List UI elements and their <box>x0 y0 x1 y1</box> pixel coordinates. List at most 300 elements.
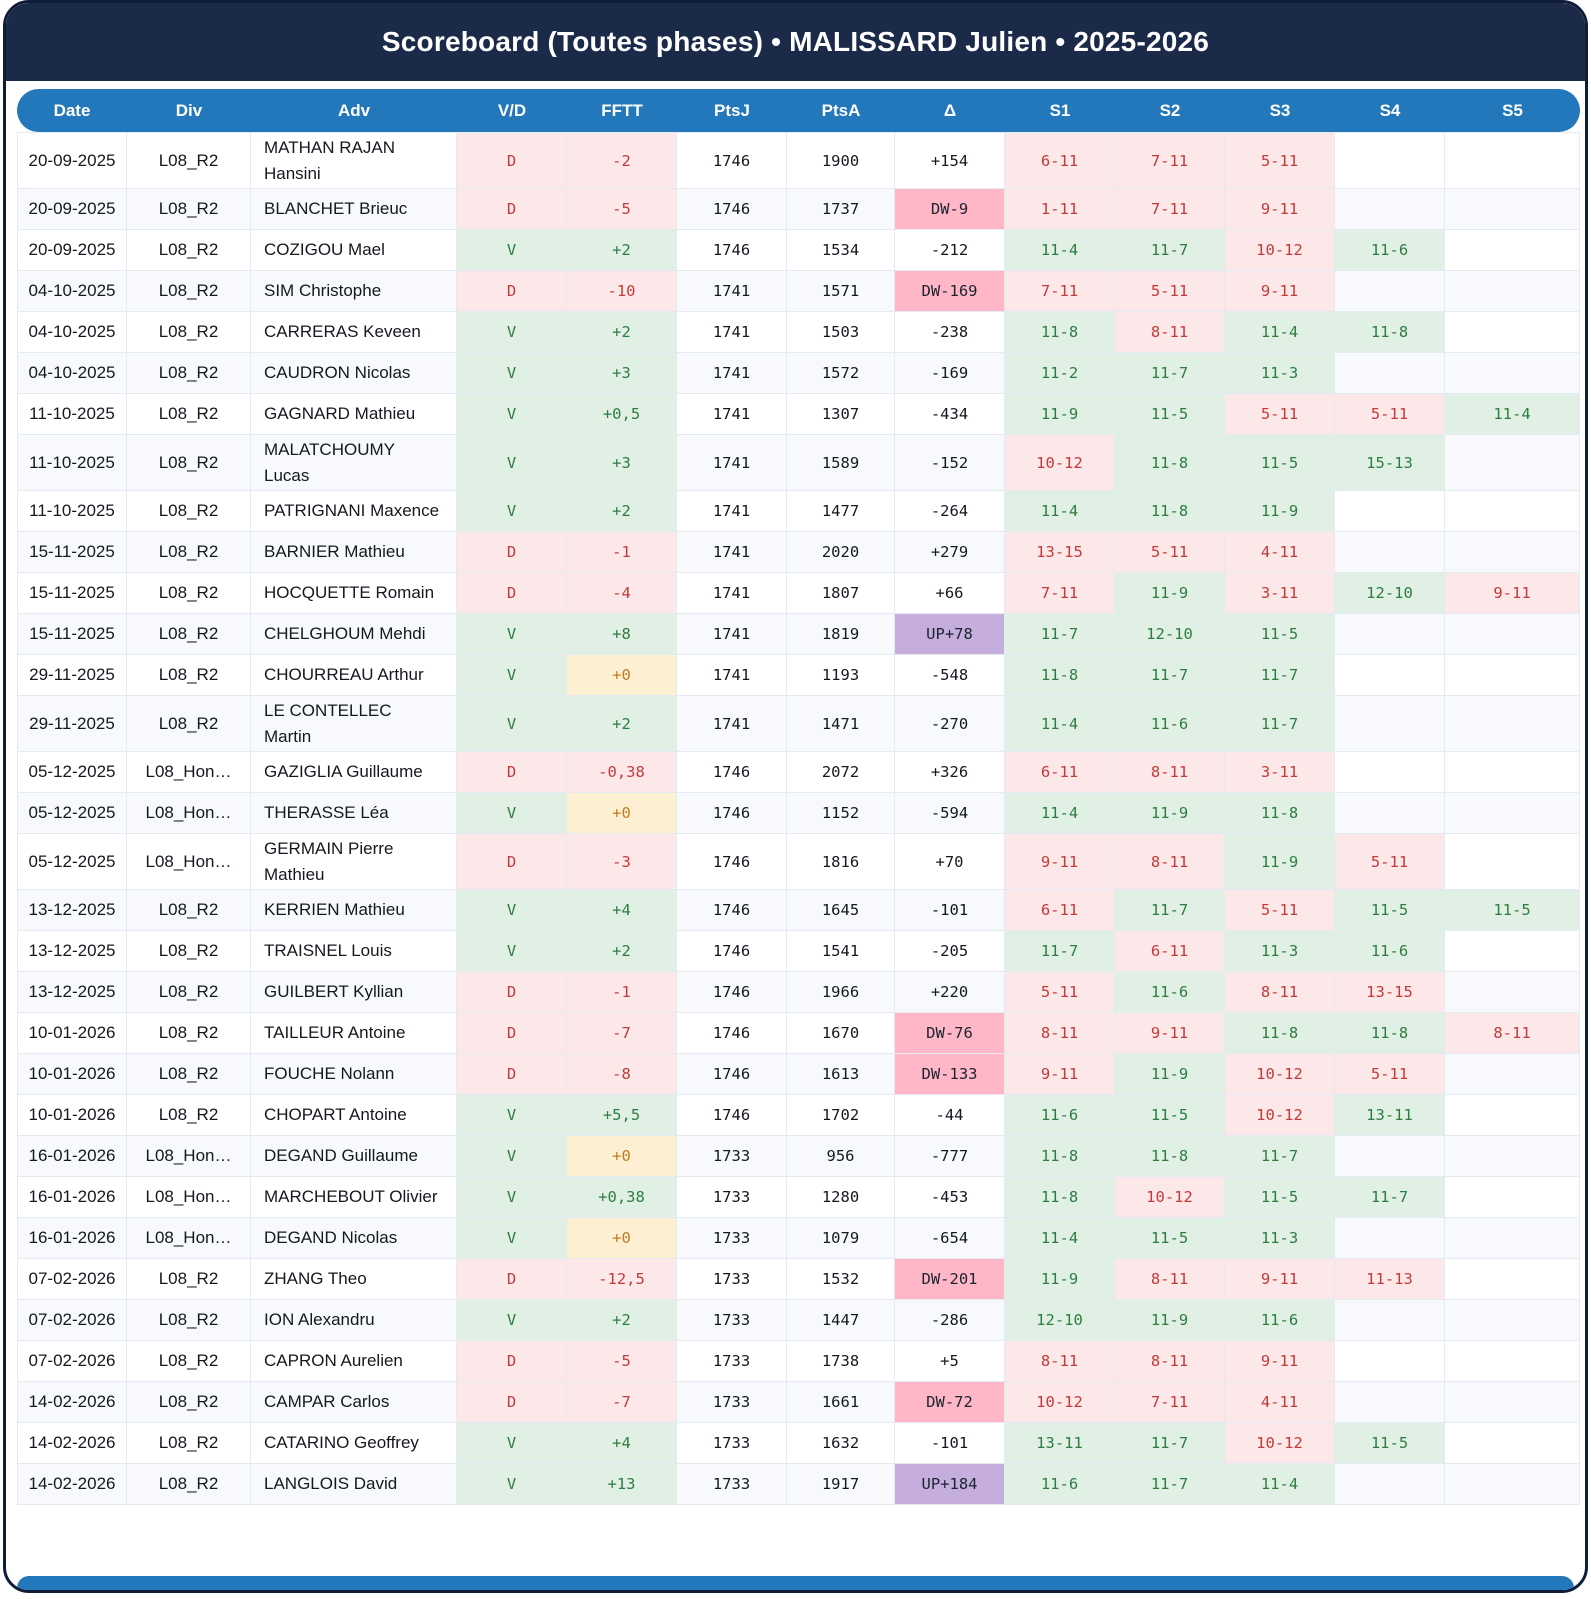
set-4-cell <box>1335 271 1445 312</box>
fftt-points-cell: -4 <box>567 573 677 614</box>
set-3-cell: 11-8 <box>1225 793 1335 834</box>
adversary-cell: TRAISNEL Louis <box>251 931 457 972</box>
player-points-cell: 1741 <box>677 532 787 573</box>
set-4-cell <box>1335 353 1445 394</box>
set-5-cell <box>1445 1218 1580 1259</box>
fftt-points-cell: -7 <box>567 1013 677 1054</box>
table-row <box>17 491 1580 532</box>
result-cell: V <box>457 312 567 353</box>
adversary-points-cell: 1503 <box>787 312 895 353</box>
set-5-cell <box>1445 972 1580 1013</box>
adversary-cell: FOUCHE Nolann <box>251 1054 457 1095</box>
column-header-delta: Δ <box>895 89 1005 132</box>
column-header-s2: S2 <box>1115 89 1225 132</box>
player-points-cell: 1741 <box>677 614 787 655</box>
set-1-cell: 11-4 <box>1005 230 1115 271</box>
result-cell: D <box>457 532 567 573</box>
fftt-points-cell: +0 <box>567 1218 677 1259</box>
adversary-points-cell: 1966 <box>787 972 895 1013</box>
adversary-points-cell: 1589 <box>787 435 895 491</box>
fftt-points-cell: +2 <box>567 931 677 972</box>
adversary-points-cell: 2072 <box>787 752 895 793</box>
set-2-cell: 11-9 <box>1115 1300 1225 1341</box>
result-cell: V <box>457 230 567 271</box>
date-cell: 20-09-2025 <box>17 230 127 271</box>
division-cell: L08_R2 <box>127 1013 251 1054</box>
date-cell: 10-01-2026 <box>17 1013 127 1054</box>
result-cell: D <box>457 1259 567 1300</box>
delta-cell: +66 <box>895 573 1005 614</box>
adversary-points-cell: 1807 <box>787 573 895 614</box>
set-1-cell: 10-12 <box>1005 1382 1115 1423</box>
set-3-cell: 10-12 <box>1225 1095 1335 1136</box>
set-2-cell: 10-12 <box>1115 1177 1225 1218</box>
delta-cell: -101 <box>895 1423 1005 1464</box>
column-header-ptsa: PtsA <box>787 89 895 132</box>
delta-cell: -453 <box>895 1177 1005 1218</box>
set-2-cell: 11-7 <box>1115 1423 1225 1464</box>
player-points-cell: 1746 <box>677 931 787 972</box>
table-footer-bar <box>17 1576 1574 1590</box>
set-4-cell <box>1335 1341 1445 1382</box>
fftt-points-cell: +0 <box>567 793 677 834</box>
set-1-cell: 11-4 <box>1005 793 1115 834</box>
set-5-cell <box>1445 1177 1580 1218</box>
adversary-points-cell: 1917 <box>787 1464 895 1505</box>
adversary-points-cell: 1471 <box>787 696 895 752</box>
result-cell: D <box>457 1054 567 1095</box>
fftt-points-cell: +2 <box>567 312 677 353</box>
table-header <box>17 89 1580 132</box>
set-2-cell: 8-11 <box>1115 1341 1225 1382</box>
result-cell: V <box>457 1095 567 1136</box>
set-1-cell: 13-11 <box>1005 1423 1115 1464</box>
adversary-points-cell: 1702 <box>787 1095 895 1136</box>
set-2-cell: 11-6 <box>1115 696 1225 752</box>
set-1-cell: 7-11 <box>1005 573 1115 614</box>
delta-cell: -44 <box>895 1095 1005 1136</box>
set-4-cell <box>1335 532 1445 573</box>
set-3-cell: 5-11 <box>1225 890 1335 931</box>
player-points-cell: 1746 <box>677 752 787 793</box>
set-4-cell <box>1335 189 1445 230</box>
set-4-cell: 5-11 <box>1335 834 1445 890</box>
player-points-cell: 1741 <box>677 696 787 752</box>
set-1-cell: 11-6 <box>1005 1095 1115 1136</box>
set-4-cell: 15-13 <box>1335 435 1445 491</box>
set-3-cell: 11-7 <box>1225 655 1335 696</box>
player-points-cell: 1741 <box>677 312 787 353</box>
division-cell: L08_R2 <box>127 655 251 696</box>
set-1-cell: 11-4 <box>1005 1218 1115 1259</box>
set-4-cell <box>1335 1464 1445 1505</box>
result-cell: V <box>457 1218 567 1259</box>
division-cell: L08_R2 <box>127 491 251 532</box>
fftt-points-cell: -2 <box>567 132 677 189</box>
delta-cell: -434 <box>895 394 1005 435</box>
delta-cell: -548 <box>895 655 1005 696</box>
adversary-cell: GERMAIN Pierre Mathieu <box>251 834 457 890</box>
set-4-cell: 11-7 <box>1335 1177 1445 1218</box>
adversary-cell: CHOURREAU Arthur <box>251 655 457 696</box>
set-2-cell: 7-11 <box>1115 1382 1225 1423</box>
division-cell: L08_R2 <box>127 1423 251 1464</box>
date-cell: 13-12-2025 <box>17 931 127 972</box>
set-5-cell <box>1445 793 1580 834</box>
adversary-points-cell: 1670 <box>787 1013 895 1054</box>
delta-cell: +154 <box>895 132 1005 189</box>
division-cell: L08_R2 <box>127 1382 251 1423</box>
set-2-cell: 11-9 <box>1115 793 1225 834</box>
set-5-cell <box>1445 271 1580 312</box>
table-row <box>17 532 1580 573</box>
set-4-cell: 11-8 <box>1335 312 1445 353</box>
player-points-cell: 1746 <box>677 834 787 890</box>
set-5-cell: 8-11 <box>1445 1013 1580 1054</box>
delta-cell: +326 <box>895 752 1005 793</box>
date-cell: 04-10-2025 <box>17 312 127 353</box>
player-points-cell: 1741 <box>677 573 787 614</box>
set-5-cell <box>1445 532 1580 573</box>
set-4-cell: 11-5 <box>1335 890 1445 931</box>
set-5-cell <box>1445 1136 1580 1177</box>
set-2-cell: 11-8 <box>1115 1136 1225 1177</box>
set-5-cell <box>1445 353 1580 394</box>
set-1-cell: 6-11 <box>1005 752 1115 793</box>
adversary-points-cell: 1738 <box>787 1341 895 1382</box>
table-row <box>17 752 1580 793</box>
column-header-s3: S3 <box>1225 89 1335 132</box>
adversary-cell: GUILBERT Kyllian <box>251 972 457 1013</box>
set-1-cell: 11-8 <box>1005 1177 1115 1218</box>
delta-cell: +279 <box>895 532 1005 573</box>
delta-cell: -594 <box>895 793 1005 834</box>
adversary-points-cell: 1661 <box>787 1382 895 1423</box>
set-4-cell <box>1335 132 1445 189</box>
column-header-adv: Adv <box>251 89 457 132</box>
set-3-cell: 11-4 <box>1225 312 1335 353</box>
adversary-cell: HOCQUETTE Romain <box>251 573 457 614</box>
delta-cell: DW-76 <box>895 1013 1005 1054</box>
player-points-cell: 1746 <box>677 972 787 1013</box>
table-row <box>17 1259 1580 1300</box>
division-cell: L08_Hon… <box>127 834 251 890</box>
adversary-points-cell: 1280 <box>787 1177 895 1218</box>
set-3-cell: 11-4 <box>1225 1464 1335 1505</box>
result-cell: D <box>457 573 567 614</box>
division-cell: L08_Hon… <box>127 1218 251 1259</box>
adversary-cell: COZIGOU Mael <box>251 230 457 271</box>
date-cell: 07-02-2026 <box>17 1259 127 1300</box>
set-2-cell: 11-6 <box>1115 972 1225 1013</box>
division-cell: L08_R2 <box>127 1341 251 1382</box>
division-cell: L08_R2 <box>127 230 251 271</box>
set-5-cell <box>1445 435 1580 491</box>
adversary-points-cell: 1816 <box>787 834 895 890</box>
set-3-cell: 10-12 <box>1225 1054 1335 1095</box>
player-points-cell: 1746 <box>677 189 787 230</box>
delta-cell: +70 <box>895 834 1005 890</box>
division-cell: L08_R2 <box>127 1300 251 1341</box>
date-cell: 16-01-2026 <box>17 1218 127 1259</box>
set-3-cell: 4-11 <box>1225 532 1335 573</box>
column-header-s5: S5 <box>1445 89 1580 132</box>
player-points-cell: 1741 <box>677 394 787 435</box>
set-5-cell <box>1445 491 1580 532</box>
date-cell: 13-12-2025 <box>17 890 127 931</box>
set-2-cell: 11-7 <box>1115 1464 1225 1505</box>
table-row <box>17 1054 1580 1095</box>
adversary-points-cell: 1079 <box>787 1218 895 1259</box>
set-1-cell: 8-11 <box>1005 1341 1115 1382</box>
table-row <box>17 189 1580 230</box>
division-cell: L08_R2 <box>127 271 251 312</box>
column-header-s1: S1 <box>1005 89 1115 132</box>
delta-cell: DW-201 <box>895 1259 1005 1300</box>
set-2-cell: 11-7 <box>1115 230 1225 271</box>
set-3-cell: 9-11 <box>1225 1259 1335 1300</box>
date-cell: 11-10-2025 <box>17 394 127 435</box>
page-title: Scoreboard (Toutes phases) • MALISSARD Julien • 2025-2026 <box>6 3 1585 81</box>
adversary-cell: GAZIGLIA Guillaume <box>251 752 457 793</box>
player-points-cell: 1733 <box>677 1341 787 1382</box>
result-cell: V <box>457 1464 567 1505</box>
fftt-points-cell: -1 <box>567 532 677 573</box>
table-row <box>17 1218 1580 1259</box>
set-5-cell <box>1445 1259 1580 1300</box>
set-3-cell: 11-9 <box>1225 834 1335 890</box>
set-2-cell: 5-11 <box>1115 271 1225 312</box>
table-row <box>17 312 1580 353</box>
division-cell: L08_Hon… <box>127 1177 251 1218</box>
result-cell: V <box>457 394 567 435</box>
set-2-cell: 11-5 <box>1115 1095 1225 1136</box>
set-4-cell <box>1335 752 1445 793</box>
date-cell: 29-11-2025 <box>17 655 127 696</box>
set-5-cell <box>1445 1341 1580 1382</box>
player-points-cell: 1746 <box>677 793 787 834</box>
delta-cell: -238 <box>895 312 1005 353</box>
set-5-cell <box>1445 931 1580 972</box>
division-cell: L08_R2 <box>127 1464 251 1505</box>
adversary-points-cell: 1193 <box>787 655 895 696</box>
adversary-cell: MALATCHOUMY Lucas <box>251 435 457 491</box>
fftt-points-cell: +8 <box>567 614 677 655</box>
set-2-cell: 11-7 <box>1115 890 1225 931</box>
result-cell: V <box>457 1136 567 1177</box>
table-header-row <box>17 89 1580 132</box>
delta-cell: DW-9 <box>895 189 1005 230</box>
adversary-points-cell: 1532 <box>787 1259 895 1300</box>
fftt-points-cell: -12,5 <box>567 1259 677 1300</box>
date-cell: 15-11-2025 <box>17 614 127 655</box>
adversary-points-cell: 1447 <box>787 1300 895 1341</box>
set-5-cell <box>1445 1054 1580 1095</box>
fftt-points-cell: +13 <box>567 1464 677 1505</box>
set-3-cell: 10-12 <box>1225 1423 1335 1464</box>
table-row <box>17 394 1580 435</box>
set-4-cell: 5-11 <box>1335 394 1445 435</box>
fftt-points-cell: +4 <box>567 1423 677 1464</box>
set-3-cell: 11-8 <box>1225 1013 1335 1054</box>
set-4-cell: 11-13 <box>1335 1259 1445 1300</box>
date-cell: 05-12-2025 <box>17 793 127 834</box>
player-points-cell: 1746 <box>677 1013 787 1054</box>
result-cell: V <box>457 696 567 752</box>
fftt-points-cell: -1 <box>567 972 677 1013</box>
set-3-cell: 11-5 <box>1225 614 1335 655</box>
set-1-cell: 10-12 <box>1005 435 1115 491</box>
adversary-cell: CHOPART Antoine <box>251 1095 457 1136</box>
set-1-cell: 11-2 <box>1005 353 1115 394</box>
table-body <box>17 132 1580 1505</box>
division-cell: L08_R2 <box>127 696 251 752</box>
table-row <box>17 614 1580 655</box>
set-4-cell <box>1335 1218 1445 1259</box>
table-row <box>17 1341 1580 1382</box>
set-2-cell: 7-11 <box>1115 189 1225 230</box>
adversary-points-cell: 1541 <box>787 931 895 972</box>
player-points-cell: 1741 <box>677 353 787 394</box>
table-row <box>17 1013 1580 1054</box>
set-4-cell: 13-15 <box>1335 972 1445 1013</box>
division-cell: L08_Hon… <box>127 752 251 793</box>
division-cell: L08_R2 <box>127 132 251 189</box>
set-1-cell: 13-15 <box>1005 532 1115 573</box>
division-cell: L08_Hon… <box>127 1136 251 1177</box>
fftt-points-cell: +2 <box>567 230 677 271</box>
player-points-cell: 1741 <box>677 435 787 491</box>
delta-cell: -654 <box>895 1218 1005 1259</box>
adversary-points-cell: 1613 <box>787 1054 895 1095</box>
delta-cell: DW-133 <box>895 1054 1005 1095</box>
fftt-points-cell: -0,38 <box>567 752 677 793</box>
player-points-cell: 1733 <box>677 1259 787 1300</box>
table-row <box>17 230 1580 271</box>
column-header-vd: V/D <box>457 89 567 132</box>
adversary-cell: LANGLOIS David <box>251 1464 457 1505</box>
set-3-cell: 11-6 <box>1225 1300 1335 1341</box>
result-cell: D <box>457 1382 567 1423</box>
player-points-cell: 1746 <box>677 1095 787 1136</box>
set-4-cell <box>1335 491 1445 532</box>
date-cell: 16-01-2026 <box>17 1177 127 1218</box>
set-2-cell: 8-11 <box>1115 312 1225 353</box>
set-4-cell: 13-11 <box>1335 1095 1445 1136</box>
set-5-cell <box>1445 189 1580 230</box>
set-2-cell: 11-7 <box>1115 353 1225 394</box>
adversary-points-cell: 1572 <box>787 353 895 394</box>
fftt-points-cell: +5,5 <box>567 1095 677 1136</box>
set-3-cell: 11-3 <box>1225 1218 1335 1259</box>
table-row <box>17 834 1580 890</box>
column-header-fftt: FFTT <box>567 89 677 132</box>
result-cell: V <box>457 655 567 696</box>
set-5-cell <box>1445 614 1580 655</box>
delta-cell: DW-169 <box>895 271 1005 312</box>
table-row <box>17 132 1580 189</box>
result-cell: D <box>457 132 567 189</box>
fftt-points-cell: +3 <box>567 353 677 394</box>
set-1-cell: 7-11 <box>1005 271 1115 312</box>
fftt-points-cell: -5 <box>567 1341 677 1382</box>
player-points-cell: 1733 <box>677 1382 787 1423</box>
division-cell: L08_R2 <box>127 890 251 931</box>
set-4-cell <box>1335 1382 1445 1423</box>
set-3-cell: 9-11 <box>1225 271 1335 312</box>
result-cell: D <box>457 834 567 890</box>
adversary-cell: ION Alexandru <box>251 1300 457 1341</box>
adversary-cell: MATHAN RAJAN Hansini <box>251 132 457 189</box>
delta-cell: -777 <box>895 1136 1005 1177</box>
set-5-cell <box>1445 1095 1580 1136</box>
set-5-cell: 9-11 <box>1445 573 1580 614</box>
table-row <box>17 573 1580 614</box>
set-5-cell <box>1445 834 1580 890</box>
player-points-cell: 1733 <box>677 1136 787 1177</box>
set-4-cell: 5-11 <box>1335 1054 1445 1095</box>
date-cell: 29-11-2025 <box>17 696 127 752</box>
result-cell: D <box>457 1013 567 1054</box>
player-points-cell: 1746 <box>677 132 787 189</box>
delta-cell: -152 <box>895 435 1005 491</box>
result-cell: D <box>457 972 567 1013</box>
table-container <box>6 81 1585 1572</box>
set-5-cell <box>1445 752 1580 793</box>
division-cell: L08_R2 <box>127 312 251 353</box>
fftt-points-cell: +0 <box>567 655 677 696</box>
division-cell: L08_R2 <box>127 1259 251 1300</box>
set-1-cell: 9-11 <box>1005 834 1115 890</box>
set-1-cell: 11-6 <box>1005 1464 1115 1505</box>
table-row <box>17 353 1580 394</box>
division-cell: L08_R2 <box>127 573 251 614</box>
set-5-cell: 11-4 <box>1445 394 1580 435</box>
adversary-points-cell: 1152 <box>787 793 895 834</box>
delta-cell: -212 <box>895 230 1005 271</box>
table-row <box>17 972 1580 1013</box>
player-points-cell: 1733 <box>677 1300 787 1341</box>
adversary-points-cell: 1534 <box>787 230 895 271</box>
set-4-cell: 12-10 <box>1335 573 1445 614</box>
date-cell: 10-01-2026 <box>17 1054 127 1095</box>
set-5-cell <box>1445 1382 1580 1423</box>
set-4-cell: 11-5 <box>1335 1423 1445 1464</box>
table-row <box>17 793 1580 834</box>
set-5-cell <box>1445 230 1580 271</box>
set-3-cell: 3-11 <box>1225 752 1335 793</box>
adversary-cell: PATRIGNANI Maxence <box>251 491 457 532</box>
player-points-cell: 1746 <box>677 230 787 271</box>
set-1-cell: 8-11 <box>1005 1013 1115 1054</box>
adversary-cell: SIM Christophe <box>251 271 457 312</box>
set-4-cell <box>1335 655 1445 696</box>
fftt-points-cell: -3 <box>567 834 677 890</box>
set-3-cell: 10-12 <box>1225 230 1335 271</box>
fftt-points-cell: +3 <box>567 435 677 491</box>
result-cell: V <box>457 1423 567 1464</box>
set-1-cell: 11-9 <box>1005 1259 1115 1300</box>
column-header-date: Date <box>17 89 127 132</box>
set-3-cell: 11-7 <box>1225 1136 1335 1177</box>
player-points-cell: 1746 <box>677 890 787 931</box>
set-3-cell: 11-3 <box>1225 353 1335 394</box>
adversary-points-cell: 1307 <box>787 394 895 435</box>
set-3-cell: 11-7 <box>1225 696 1335 752</box>
table-row <box>17 1382 1580 1423</box>
adversary-points-cell: 1632 <box>787 1423 895 1464</box>
division-cell: L08_R2 <box>127 353 251 394</box>
